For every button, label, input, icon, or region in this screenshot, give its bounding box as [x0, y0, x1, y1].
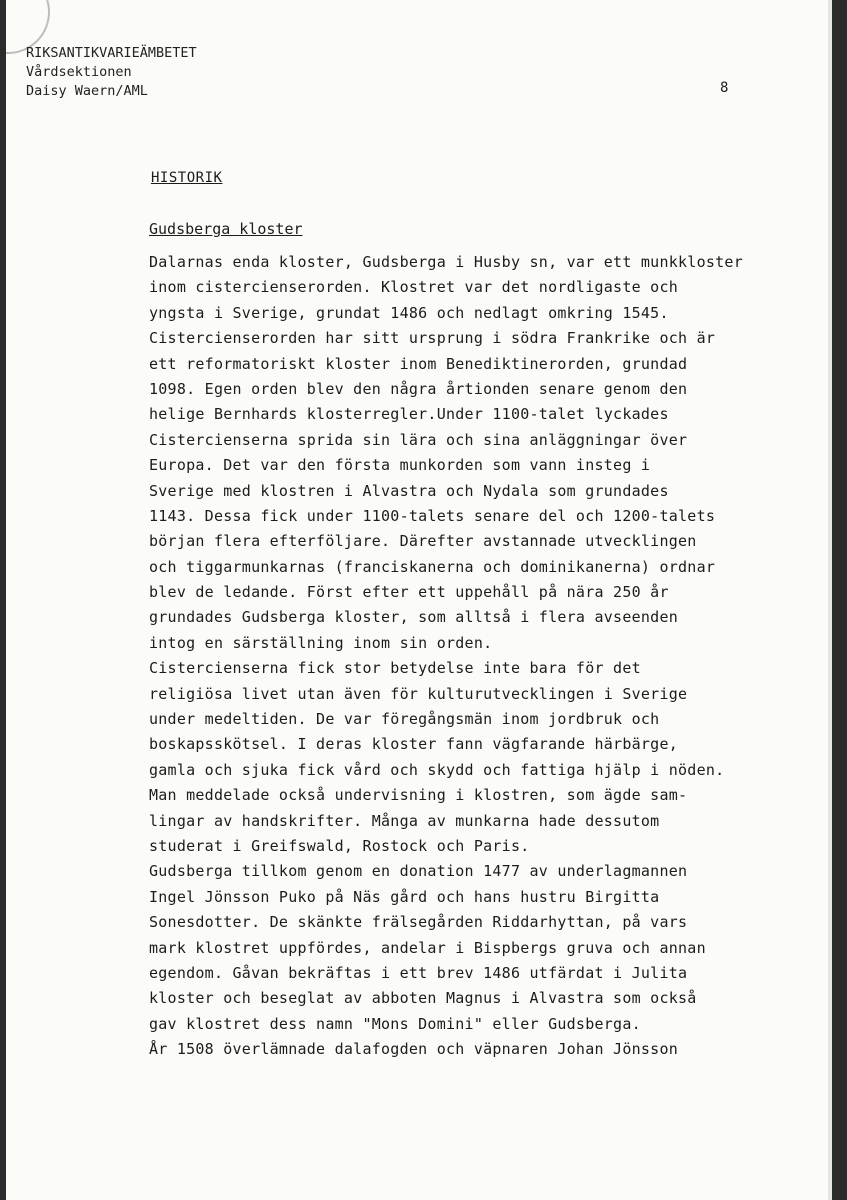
body-text [149, 250, 819, 1063]
body-line: Cistercienserna sprida sin lära och sina anläggningar över [149, 430, 688, 449]
body-line: Ingel Jönsson Puko på Näs gård och hans hustru Birgitta [149, 887, 660, 906]
body-line: boskapsskötsel. I deras kloster fann vägfarande härbärge, [149, 735, 679, 754]
body-line: lingar av handskrifter. Många av munkarna hade dessutom [149, 811, 660, 830]
body-line: under medeltiden. De var föregångsmän inom jordbruk och [149, 710, 660, 729]
body-line: Dalarnas enda kloster, Gudsberga i Husby sn, var ett munkkloster [149, 253, 743, 271]
body-line: inom cistercienserorden. Klostret var det nordligaste och [149, 278, 679, 297]
body-line: blev de ledande. Först efter ett uppehåll på nära 250 år [149, 583, 669, 602]
body-line: kloster och beseglat av abboten Magnus i Alvastra som också [149, 989, 697, 1008]
letterhead-department: Vårdsektionen [26, 64, 132, 80]
body-line: helige Bernhards klosterregler.Under 1100-talet lyckades [149, 405, 669, 424]
page-edge [828, 0, 832, 1200]
body-line: intog en särställning inom sin orden. [149, 633, 493, 652]
body-line: Cistercienserorden har sitt ursprung i södra Frankrike och är [149, 329, 716, 348]
body-line: mark klostret uppfördes, andelar i Bispbergs gruva och annan [149, 938, 706, 957]
body-line: egendom. Gåvan bekräftas i ett brev 1486 utfärdat i Julita [149, 963, 688, 982]
section-heading: HISTORIK [151, 170, 223, 186]
body-line: Sonesdotter. De skänkte frälsegården Riddarhyttan, på vars [149, 913, 688, 932]
body-line: 1143. Dessa fick under 1100-talets senare del och 1200-talets [149, 506, 716, 525]
body-line: Sverige med klostren i Alvastra och Nydala som grundades [149, 481, 669, 500]
body-line: Gudsberga tillkom genom en donation 1477 av underlagmannen [149, 862, 688, 881]
body-line: 1098. Egen orden blev den några årtionden senare genom den [149, 379, 688, 398]
body-line: Man meddelade också undervisning i klostren, som ägde sam- [149, 786, 688, 805]
page-number: 8 [720, 80, 729, 96]
body-line: År 1508 överlämnade dalafogden och väpnaren Johan Jönsson [149, 1040, 679, 1059]
body-line: Europa. Det var den första munkorden som vann insteg i [149, 456, 651, 475]
document-page [6, 0, 832, 1200]
subheading: Gudsberga kloster [149, 220, 303, 238]
body-line: Cistercienserna fick stor betydelse inte bara för det [149, 659, 641, 678]
body-line: gav klostret dess namn "Mons Domini" eller Gudsberga. [149, 1014, 641, 1033]
letterhead-organization: RIKSANTIKVARIEÄMBETET [26, 45, 197, 61]
letterhead [26, 44, 197, 101]
letterhead-author: Daisy Waern/AML [26, 83, 148, 99]
body-line: och tiggarmunkarnas (franciskanerna och dominikanerna) ordnar [149, 557, 716, 576]
body-line: grundades Gudsberga kloster, som alltså i flera avseenden [149, 608, 679, 627]
body-line: religiösa livet utan även för kulturutvecklingen i Sverige [149, 684, 688, 703]
body-line: början flera efterföljare. Därefter avstannade utvecklingen [149, 532, 697, 551]
body-line: ett reformatoriskt kloster inom Benediktinerorden, grundad [149, 354, 688, 373]
body-line: yngsta i Sverige, grundat 1486 och nedlagt omkring 1545. [149, 303, 669, 322]
body-line: studerat i Greifswald, Rostock och Paris. [149, 836, 530, 855]
body-line: gamla och sjuka fick vård och skydd och fattiga hjälp i nöden. [149, 760, 725, 779]
